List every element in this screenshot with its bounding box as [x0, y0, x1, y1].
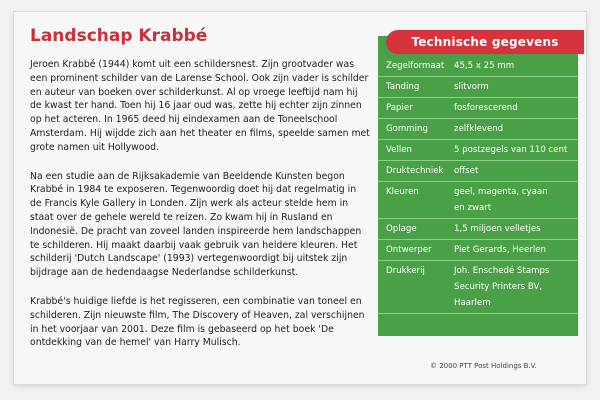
- spec-value-line: Joh. Enschedé Stamps: [454, 266, 550, 276]
- paragraph: Krabbé's huidige liefde is het regisseren, een combinatie van toneel en schilderen. Zijn nieuwste film, The Discovery of Heaven, zal verschijnen in het voorjaar van 2001. Deze film is gebaseerd op het boek 'De ontdekking van de hemel' van Harry Mulisch.: [30, 295, 365, 349]
- spec-value-line: Haarlem: [454, 298, 491, 308]
- page-title: Landschap Krabbé: [30, 26, 208, 46]
- spec-label: Vellen: [386, 145, 413, 155]
- paragraph: Na een studie aan de Rijksakademie van Beeldende Kunsten begon Krabbé in 1984 te exposeren. Tegenwoordig doet hij dat regelmatig in de Francis Kyle Gallery in Londen. Zijn werk als acteur stelde hem in staat over de gehele wereld te reizen. Zo kwam hij in Rusland en Indonesië. De pracht van zoveel landen inspireerde hem landschappen te schilderen. Hij maakt daarbij vaak gebruik van heldere kleuren. Het schilderij 'Dutch Landscape' (1993) vertegenwoordigt bij uitstek zijn bijdrage aan de hedendaagse Nederlandse schilderkunst.: [30, 170, 362, 279]
- spec-label: Oplage: [386, 224, 417, 234]
- spec-value-line: Security Printers BV,: [454, 282, 543, 292]
- spec-row: [378, 182, 578, 219]
- spec-label: Druktechniek: [386, 166, 444, 176]
- spec-value-line: 45,5 x 25 mm: [454, 61, 515, 71]
- spec-value: [450, 237, 578, 263]
- spec-value-line: 1,5 miljoen velletjes: [454, 224, 541, 234]
- spec-row: [378, 261, 578, 314]
- article-body: [30, 58, 370, 365]
- spec-value-line: geel, magenta, cyaan: [454, 187, 548, 197]
- spec-label: Kleuren: [386, 187, 419, 197]
- spec-value: [450, 158, 578, 184]
- technical-data-table: [378, 56, 578, 314]
- copyright-notice: © 2000 PTT Post Holdings B.V.: [430, 362, 537, 370]
- spec-value-line: zelfklevend: [454, 124, 504, 134]
- spec-label: Tanding: [386, 82, 420, 92]
- spec-value-line: Piet Gerards, Heerlen: [454, 245, 546, 255]
- spec-row: [378, 161, 578, 182]
- spec-value-line: fosforescerend: [454, 103, 518, 113]
- technical-data-header: Technische gegevens: [386, 30, 584, 54]
- spec-label: Gomming: [386, 124, 428, 134]
- spec-value-line: slitvorm: [454, 82, 489, 92]
- spec-label: Papier: [386, 103, 413, 113]
- paragraph: Jeroen Krabbé (1944) komt uit een schildersnest. Zijn grootvader was een prominent schilder van de Larense School. Ook zijn vader is schilder en auteur van boeken over schilderkunst. Al op vroege leeftijd nam hij de kwast ter hand. Toen hij 16 jaar oud was, zette hij echter zijn zinnen op het acteren. In 1965 deed hij eindexamen aan de Toneelschool Amsterdam. Hij wijdde zich aan het theater en films, speelde samen met grote namen uit Hollywood.: [30, 59, 370, 153]
- spec-value: [450, 261, 578, 313]
- spec-value: [450, 182, 578, 218]
- spec-value-line: offset: [454, 166, 479, 176]
- spec-value-line: 5 postzegels van 110 cent: [454, 145, 568, 155]
- spec-value-line: en zwart: [454, 203, 492, 213]
- spec-label: Ontwerper: [386, 245, 432, 255]
- spec-row: [378, 240, 578, 261]
- spec-label: Drukkerij: [386, 266, 425, 276]
- spec-label: Zegelformaat: [386, 61, 445, 71]
